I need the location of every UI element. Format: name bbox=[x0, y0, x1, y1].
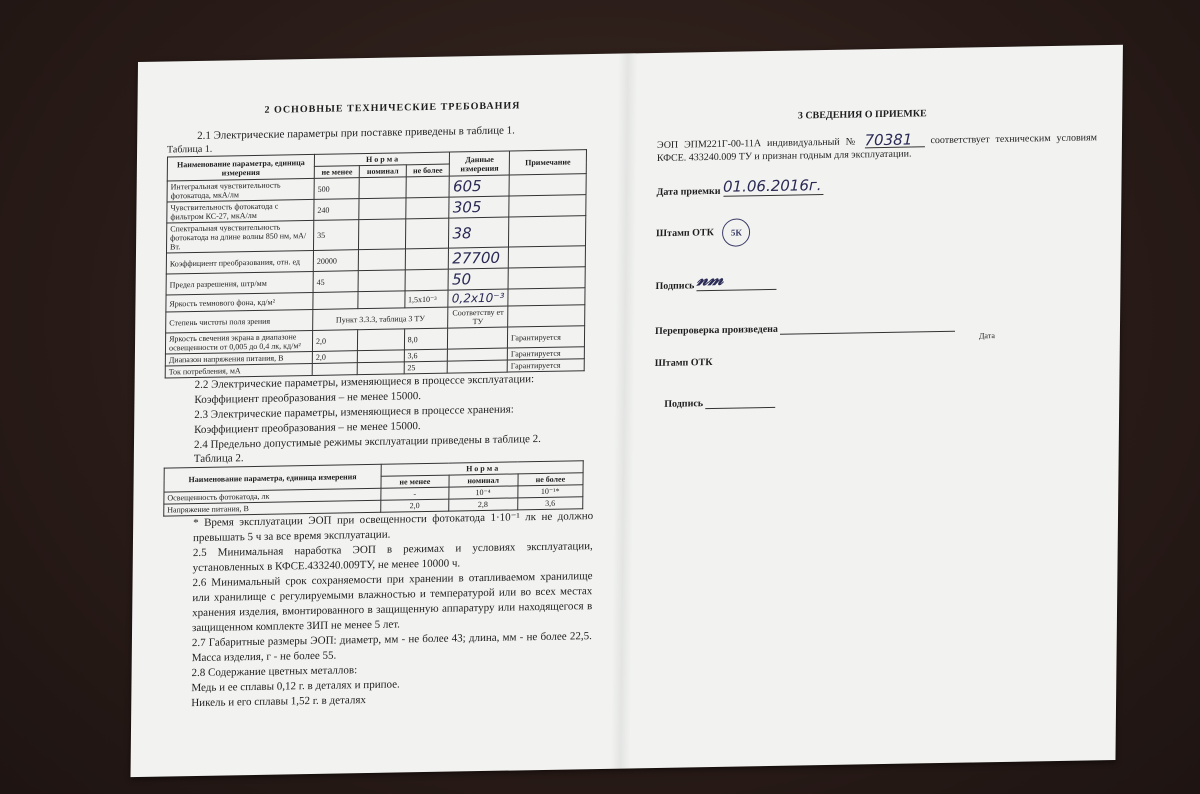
cell-note bbox=[508, 288, 585, 306]
recheck-label: Перепроверка произведена bbox=[654, 323, 778, 337]
cell-measured bbox=[448, 348, 508, 361]
left-page bbox=[161, 99, 597, 712]
cell-nom bbox=[358, 362, 404, 375]
cell-measured: 27700 bbox=[449, 247, 509, 269]
cell-nom bbox=[359, 249, 406, 271]
acceptance-date-row bbox=[626, 171, 1096, 198]
cell-note: Гарантируется bbox=[507, 359, 584, 372]
cell-nom bbox=[358, 329, 405, 351]
table-2 bbox=[163, 460, 583, 516]
cell-note bbox=[509, 174, 586, 196]
cell-name: Степень чистоты поля зрения bbox=[166, 309, 313, 333]
cell-max bbox=[405, 197, 449, 219]
cell-min: 20000 bbox=[313, 250, 359, 272]
section-2-title: 2 ОСНОВНЫЕ ТЕХНИЧЕСКИЕ ТРЕБОВАНИЯ bbox=[264, 100, 521, 116]
cell-measured: 605 bbox=[449, 175, 509, 197]
paragraph-2-5: 2.5 Минимальная наработка ЭОП в режимах и условиях эксплуатации, установленных в КФСЕ.433240.009ТУ, не менее 10000 ч. bbox=[192, 540, 593, 575]
signature-line-2 bbox=[706, 407, 776, 409]
acceptance-date-label: Дата приемки bbox=[656, 185, 721, 198]
cell-name: Напряжение питания, В bbox=[164, 500, 381, 516]
cell-max: 3,6 bbox=[517, 497, 582, 510]
cell-nom bbox=[358, 291, 404, 309]
cell-measured: 38 bbox=[449, 217, 509, 248]
cell-name: Коэффициент преобразования, отн. ед bbox=[166, 250, 313, 274]
stamp-label: Штамп ОТК bbox=[656, 227, 714, 240]
cell-min: 45 bbox=[313, 271, 359, 293]
cell-measured bbox=[448, 327, 508, 349]
cell-measured: 305 bbox=[449, 196, 509, 218]
cell-note bbox=[508, 305, 585, 327]
cell-min: 35 bbox=[313, 220, 359, 251]
t1-header-norm: Н о р м а bbox=[314, 152, 450, 166]
t2-header-not-more: не более bbox=[518, 473, 583, 486]
table2-label: Таблица 2. bbox=[193, 452, 244, 466]
paragraph-2-1: 2.1 Электрические параметры при поставке приведены в таблице 1. bbox=[197, 124, 515, 142]
footnote-star: * Время эксплуатации ЭОП при освещенности фотокатода 1·10⁻¹ лк не должно превышать 5 ч за все время эксплуатации. bbox=[192, 510, 594, 545]
t1-header-not-more: не более bbox=[406, 164, 450, 177]
paragraph-2-8-nickel: Никель и его сплавы 1,52 г. в деталях bbox=[191, 694, 367, 710]
cell-max: 8,0 bbox=[404, 328, 448, 350]
section-3-title: 3 СВЕДЕНИЯ О ПРИЕМКЕ bbox=[797, 108, 927, 122]
cell-min: 2,0 bbox=[381, 499, 449, 512]
cell-min: 240 bbox=[314, 199, 360, 221]
t1-header-not-less: не менее bbox=[314, 166, 359, 179]
t1-header-note: Примечание bbox=[509, 150, 586, 175]
cell-name: Спектральная чувствительность фотокатода на длине волны 850 нм, мА/Вт. bbox=[166, 220, 313, 253]
cell-name: Диапазон напряжения питания, В bbox=[165, 351, 312, 366]
date-caption: Дата bbox=[978, 331, 995, 341]
paragraph-2-3: 2.3 Электрические параметры, изменяющиеся в процессе хранения: bbox=[194, 403, 514, 422]
paragraph-2-2-value: Коэффициент преобразования – не менее 15000. bbox=[194, 390, 422, 407]
signature-label: Подпись bbox=[655, 280, 695, 292]
t1-header-nominal: номинал bbox=[360, 165, 406, 178]
cell-norm-ref: Пункт 3.3.3, таблица 3 ТУ bbox=[313, 307, 449, 330]
acceptance-date-value: 01.06.2016г. bbox=[722, 176, 822, 196]
cell-name: Яркость темнового фона, кд/м² bbox=[166, 292, 313, 312]
cell-min bbox=[312, 363, 357, 376]
cell-name: Предел разрешения, штр/мм bbox=[166, 271, 313, 295]
table1-label: Таблица 1. bbox=[167, 143, 213, 156]
cell-nom bbox=[358, 270, 405, 292]
cell-nom: 10⁻⁴ bbox=[448, 486, 517, 499]
acceptance-intro bbox=[627, 130, 1097, 165]
cell-min: 500 bbox=[314, 178, 360, 200]
cell-max bbox=[405, 218, 449, 249]
cell-max: 10⁻¹* bbox=[518, 485, 583, 498]
cell-max bbox=[406, 176, 450, 198]
cell-max bbox=[405, 248, 449, 270]
signature-line bbox=[697, 268, 777, 291]
cell-nom bbox=[359, 219, 406, 250]
cell-max: 3,6 bbox=[404, 349, 448, 362]
paragraph-2-8: 2.8 Содержание цветных металлов: bbox=[191, 664, 358, 680]
t2-header-name: Наименование параметра, единица измерения bbox=[164, 464, 381, 492]
cell-measured: 50 bbox=[448, 268, 508, 290]
cell-min: - bbox=[381, 487, 449, 500]
t1-header-name: Наименование параметра, единица измерения bbox=[167, 154, 314, 181]
paragraph-2-8-copper: Медь и ее сплавы 0,12 г. в деталях и припое. bbox=[191, 678, 400, 695]
intro-text-b: соответствует техническим условиям КФСЕ. 433240.009 ТУ и признан годным для эксплуатации. bbox=[656, 132, 1098, 164]
t1-header-measured: Данные измерения bbox=[450, 151, 510, 176]
paragraph-2-3-value: Коэффициент преобразования – не менее 15000. bbox=[194, 420, 421, 437]
otk-stamp-icon: 5К bbox=[722, 218, 750, 246]
cell-nom bbox=[358, 350, 404, 363]
cell-nom bbox=[359, 198, 406, 220]
paragraph-2-7: 2.7 Габаритные размеры ЭОП: диаметр, мм - не более 43; длина, мм - не более 22,5. Масса изделия, г - не более 55. bbox=[191, 630, 592, 665]
paragraph-2-6: 2.6 Минимальный срок сохраняемости при хранении в отапливаемом хранилище или хранилище с регулируемыми влажностью и температурой или во всех местах хранения изделия, вмонтированного в защищенную аппаратуру или находящегося в защищенном комплекте ЗИП не менее 5 лет. bbox=[191, 570, 593, 635]
cell-min bbox=[313, 292, 359, 310]
table-1 bbox=[165, 149, 587, 378]
cell-name: Чувствительность фотокатода с фильтром КС-27, мкА/лм bbox=[167, 199, 314, 223]
t2-header-norm: Н о р м а bbox=[381, 461, 583, 477]
stamp-row-2 bbox=[625, 350, 1095, 369]
stamp-label-2: Штамп ОТК bbox=[654, 356, 713, 369]
signature-label-2: Подпись bbox=[664, 398, 704, 410]
cell-note bbox=[509, 195, 586, 217]
cell-note bbox=[508, 246, 585, 268]
cell-name: Ток потребления, мА bbox=[165, 363, 312, 378]
intro-text-a: ЭОП ЭПМ221Г-00-11А индивидуальный № bbox=[656, 136, 859, 151]
t2-header-not-less: не менее bbox=[381, 475, 449, 488]
cell-max bbox=[405, 269, 449, 291]
cell-max: 25 bbox=[404, 361, 448, 374]
t2-header-nominal: номинал bbox=[449, 474, 518, 487]
cell-name: Освещенность фотокатода, лк bbox=[164, 488, 381, 504]
cell-name: Интегральная чувствительность фотокатода, мкА/лм bbox=[167, 178, 314, 202]
cell-max: 1,5x10⁻³ bbox=[404, 290, 448, 308]
cell-nom bbox=[359, 177, 406, 199]
signature-row-2 bbox=[624, 391, 1094, 410]
cell-note: Гарантируется bbox=[507, 326, 584, 348]
paragraph-2-2: 2.2 Электрические параметры, изменяющиеся в процессе эксплуатации: bbox=[194, 373, 535, 392]
signature-icon: 𝓃𝓂 bbox=[696, 268, 724, 291]
signature-row-1 bbox=[625, 262, 1095, 292]
cell-name: Яркость свечения экрана в диапазоне освещенности от 0,005 до 0,4 лк, кд/м² bbox=[165, 330, 312, 354]
document-sheet bbox=[131, 45, 1123, 777]
paragraph-2-4: 2.4 Предельно допустимые режимы эксплуатации приведены в таблице 2. bbox=[193, 432, 541, 452]
cell-note bbox=[508, 216, 585, 247]
cell-note: Гарантируется bbox=[507, 347, 584, 360]
recheck-row bbox=[625, 318, 1095, 346]
serial-number: 70381 bbox=[864, 133, 924, 148]
cell-measured: 0,2x10⁻³ bbox=[448, 289, 508, 307]
cell-nom: 2,8 bbox=[448, 498, 517, 511]
cell-min: 2,0 bbox=[312, 351, 357, 364]
cell-measured: Соответству ет ТУ bbox=[448, 306, 508, 328]
right-page bbox=[624, 105, 1097, 410]
cell-measured bbox=[448, 360, 508, 373]
stamp-row-1 bbox=[626, 212, 1096, 248]
cell-note bbox=[508, 267, 585, 289]
cell-min: 2,0 bbox=[312, 330, 358, 352]
